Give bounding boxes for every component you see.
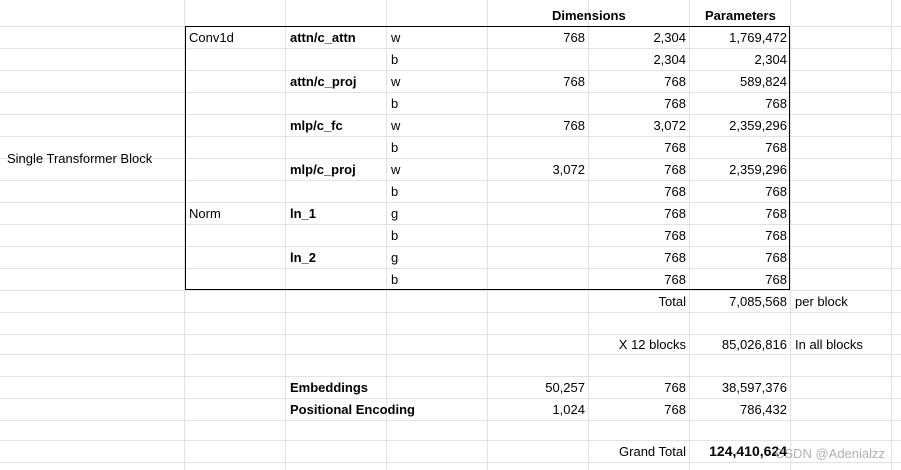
row-dim2[interactable]: 768 xyxy=(664,139,686,155)
row-name[interactable] xyxy=(286,136,387,158)
row-dim1[interactable]: 768 xyxy=(563,73,585,89)
row-type[interactable]: g xyxy=(391,249,399,265)
row-type[interactable]: b xyxy=(391,227,399,243)
row-dim1[interactable] xyxy=(488,48,589,70)
row-params[interactable]: 768 xyxy=(765,95,787,111)
row-dim1[interactable] xyxy=(488,202,589,224)
row-group[interactable] xyxy=(185,114,286,136)
row-type[interactable]: w xyxy=(391,73,401,89)
watermark: CSDN @Adenialzz xyxy=(775,446,886,461)
blocks-label[interactable]: X 12 blocks xyxy=(618,336,686,352)
embeddings-label[interactable]: Embeddings xyxy=(290,379,369,395)
embeddings-d2[interactable]: 768 xyxy=(664,379,686,395)
total-value[interactable]: 7,085,568 xyxy=(729,293,787,309)
row-type[interactable]: b xyxy=(391,139,399,155)
row-params[interactable]: 768 xyxy=(765,271,787,287)
row-params[interactable]: 1,769,472 xyxy=(729,29,787,45)
row-dim2[interactable]: 768 xyxy=(664,161,686,177)
row-dim2[interactable]: 3,072 xyxy=(653,117,686,133)
row-type[interactable]: w xyxy=(391,29,401,45)
positional-d1[interactable]: 1,024 xyxy=(552,401,585,417)
blocks-value[interactable]: 85,026,816 xyxy=(721,336,787,352)
row-group[interactable] xyxy=(185,92,286,114)
embeddings-params[interactable]: 38,597,376 xyxy=(721,379,787,395)
row-dim1[interactable]: 3,072 xyxy=(552,161,585,177)
row-type[interactable]: b xyxy=(391,51,399,67)
row-group[interactable] xyxy=(185,136,286,158)
total-label[interactable]: Total xyxy=(658,293,686,309)
row-name[interactable]: attn/c_attn xyxy=(290,29,356,45)
row-name[interactable] xyxy=(286,268,387,290)
row-type[interactable]: b xyxy=(391,95,399,111)
row-type[interactable]: g xyxy=(391,205,399,221)
row-dim1[interactable] xyxy=(488,246,589,268)
row-dim2[interactable]: 768 xyxy=(664,205,686,221)
row-group[interactable]: Conv1d xyxy=(189,29,234,45)
row-params[interactable]: 768 xyxy=(765,205,787,221)
row-dim2[interactable]: 768 xyxy=(664,73,686,89)
row-dim2[interactable]: 768 xyxy=(664,227,686,243)
row-params[interactable]: 2,359,296 xyxy=(729,161,787,177)
blocks-note[interactable]: In all blocks xyxy=(795,336,863,352)
positional-d2[interactable]: 768 xyxy=(664,401,686,417)
positional-params[interactable]: 786,432 xyxy=(740,401,787,417)
row-group[interactable] xyxy=(185,158,286,180)
row-dim2[interactable]: 768 xyxy=(664,183,686,199)
row-group[interactable] xyxy=(185,224,286,246)
row-name[interactable]: mlp/c_fc xyxy=(290,117,343,133)
row-type[interactable]: w xyxy=(391,161,401,177)
row-dim1[interactable] xyxy=(488,268,589,290)
row-params[interactable]: 2,304 xyxy=(754,51,787,67)
block-label[interactable]: Single Transformer Block xyxy=(7,150,153,166)
grand-total-label[interactable]: Grand Total xyxy=(619,443,686,459)
row-group[interactable] xyxy=(185,70,286,92)
row-dim1[interactable] xyxy=(488,92,589,114)
row-dim2[interactable]: 2,304 xyxy=(653,51,686,67)
row-name[interactable]: attn/c_proj xyxy=(290,73,357,89)
row-type[interactable]: b xyxy=(391,183,399,199)
total-note[interactable]: per block xyxy=(795,293,848,309)
row-params[interactable]: 768 xyxy=(765,183,787,199)
row-group[interactable] xyxy=(185,48,286,70)
row-group[interactable] xyxy=(185,180,286,202)
row-params[interactable]: 768 xyxy=(765,227,787,243)
row-dim1[interactable]: 768 xyxy=(563,29,585,45)
grand-total-value[interactable]: 124,410,624 xyxy=(709,443,787,459)
row-dim1[interactable] xyxy=(488,180,589,202)
row-dim2[interactable]: 768 xyxy=(664,249,686,265)
header-parameters[interactable]: Parameters xyxy=(705,7,776,23)
row-group[interactable]: Norm xyxy=(189,205,221,221)
row-name[interactable]: ln_1 xyxy=(290,205,317,221)
row-name[interactable] xyxy=(286,92,387,114)
row-name[interactable]: mlp/c_proj xyxy=(290,161,356,177)
row-type[interactable]: b xyxy=(391,271,399,287)
row-name[interactable] xyxy=(286,180,387,202)
row-group[interactable] xyxy=(185,246,286,268)
row-name[interactable] xyxy=(286,224,387,246)
row-params[interactable]: 768 xyxy=(765,139,787,155)
row-dim1[interactable] xyxy=(488,136,589,158)
positional-label[interactable]: Positional Encoding xyxy=(290,401,415,417)
embeddings-d1[interactable]: 50,257 xyxy=(545,379,585,395)
row-params[interactable]: 589,824 xyxy=(740,73,787,89)
row-dim1[interactable] xyxy=(488,224,589,246)
row-params[interactable]: 2,359,296 xyxy=(729,117,787,133)
row-group[interactable] xyxy=(185,268,286,290)
row-dim1[interactable]: 768 xyxy=(563,117,585,133)
row-name[interactable] xyxy=(286,48,387,70)
header-dimensions[interactable]: Dimensions xyxy=(552,7,626,23)
row-dim2[interactable]: 2,304 xyxy=(653,29,686,45)
row-name[interactable]: ln_2 xyxy=(290,249,317,265)
row-dim2[interactable]: 768 xyxy=(664,271,686,287)
row-dim2[interactable]: 768 xyxy=(664,95,686,111)
row-params[interactable]: 768 xyxy=(765,249,787,265)
row-type[interactable]: w xyxy=(391,117,401,133)
